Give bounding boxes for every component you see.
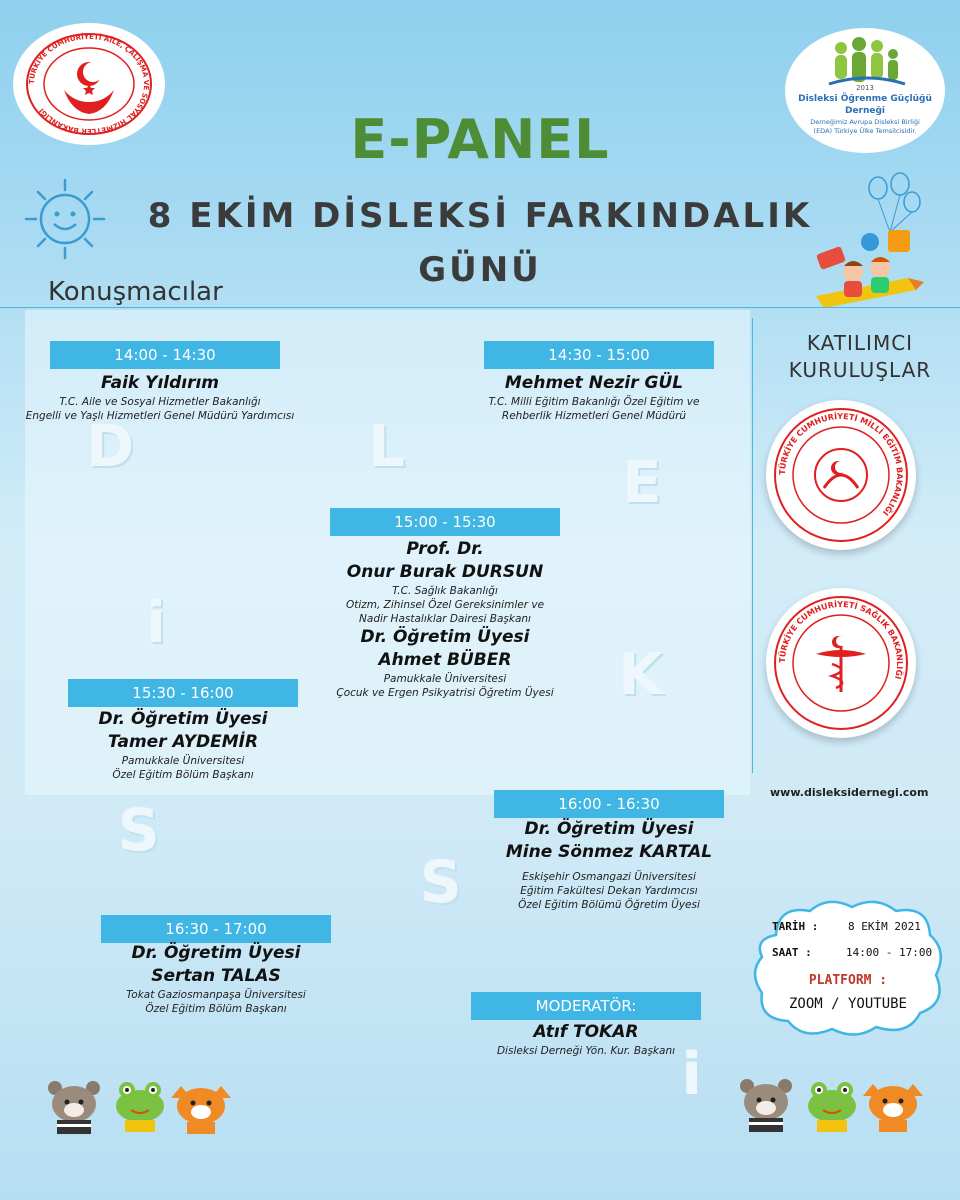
family-figures-icon	[827, 36, 907, 88]
header-divider	[0, 307, 960, 308]
participants-heading-line2: KURULUŞLAR	[788, 358, 932, 382]
speaker-name: Sertan TALAS	[151, 966, 281, 986]
animal-characters-right	[735, 1078, 925, 1136]
association-name-line1: Disleksi Öğrenme Güçlüğü	[798, 94, 932, 104]
association-desc-line2: (EDA) Türkiye Ülke Temsilcisidir.	[813, 127, 917, 135]
speaker-affiliation: T.C. Milli Eğitim Bakanlığı Özel Eğitim ve	[488, 396, 700, 408]
speaker-block-5	[464, 818, 754, 912]
family-ministry-ring-text: TÜRKİYE CUMHURİYETİ AİLE, ÇALIŞMA VE SOSYAL HİZMETLER BAKANLIĞI	[27, 32, 151, 136]
speaker-affiliation: Eğitim Fakültesi Dekan Yardımcısı	[520, 885, 698, 897]
moderator-affiliation: Disleksi Derneği Yön. Kur. Başkanı	[496, 1045, 676, 1057]
speaker-affiliation: Engelli ve Yaşlı Hizmetleri Genel Müdürü Yardımcısı	[25, 410, 295, 422]
speaker-affiliation: Otizm, Zihinsel Özel Gereksinimler ve	[345, 599, 545, 611]
decor-letter: E	[622, 448, 662, 516]
speaker-affiliation: Özel Eğitim Bölümü Öğretim Üyesi	[518, 899, 700, 911]
event-title: E-PANEL	[350, 108, 610, 171]
speaker-block-4	[38, 708, 328, 782]
speaker-block-3	[300, 538, 590, 700]
association-name-line2: Derneği	[844, 106, 886, 116]
time-slot-3: 15:00 - 15:30	[330, 508, 560, 536]
speaker-affiliation: Çocuk ve Ergen Psikyatrisi Öğretim Üyesi	[336, 687, 554, 699]
decor-letter: D	[86, 412, 135, 480]
speaker-affiliation: Özel Eğitim Bölüm Başkanı	[112, 769, 254, 781]
speaker-name: Dr. Öğretim Üyesi	[131, 943, 301, 963]
speaker-name: Mehmet Nezir GÜL	[504, 373, 684, 393]
speaker-block-1	[20, 372, 300, 423]
speaker-name: Dr. Öğretim Üyesi	[98, 709, 268, 729]
speaker-affiliation: Tokat Gaziosmanpaşa Üniversitesi	[126, 989, 306, 1001]
time-slot-1: 14:00 - 14:30	[50, 341, 280, 369]
platform-label: PLATFORM :	[808, 973, 888, 988]
association-year: 2013	[856, 84, 874, 92]
association-desc-line1: Derneğimiz Avrupa Disleksi Birliği	[810, 118, 920, 126]
event-subtitle-line1: 8 EKİM DİSLEKSİ FARKINDALIK	[147, 196, 813, 236]
column-divider	[752, 318, 753, 773]
moderator-name: Atıf TOKAR	[533, 1022, 639, 1042]
participants-heading-line1: KATILIMCI	[806, 331, 914, 355]
participants-heading	[760, 330, 960, 384]
speaker-name: Mine Sönmez KARTAL	[505, 842, 713, 862]
speaker-name: Dr. Öğretim Üyesi	[524, 819, 694, 839]
decor-letter: i	[146, 588, 166, 656]
speaker-affiliation: T.C. Aile ve Sosyal Hizmetler Bakanlığı	[59, 396, 261, 408]
kids-pencil-illustration	[808, 220, 926, 310]
health-ring-text: TÜRKİYE CUMHURİYETİ SAĞLIK BAKANLIĞI	[777, 599, 905, 681]
event-info-cloud	[748, 895, 948, 1040]
speaker-affiliation: Pamukkale Üniversitesi	[383, 673, 507, 685]
speaker-affiliation: Rehberlik Hizmetleri Genel Müdürü	[501, 410, 687, 422]
speaker-name: Ahmet BÜBER	[378, 650, 512, 670]
time-slot-4: 15:30 - 16:00	[68, 679, 298, 707]
moderator-label: MODERATÖR:	[471, 992, 701, 1020]
speakers-heading: Konuşmacılar	[48, 277, 223, 307]
time-slot-2: 14:30 - 15:00	[484, 341, 714, 369]
decor-letter: S	[420, 848, 462, 916]
meb-ring-text: TÜRKİYE CUMHURİYETİ MİLLİ EĞİTİM BAKANLIĞI	[777, 411, 905, 518]
speaker-affiliation: Eskişehir Osmangazi Üniversitesi	[522, 871, 696, 883]
speaker-affiliation: Pamukkale Üniversitesi	[121, 755, 245, 767]
speaker-name: Faik Yıldırım	[100, 373, 220, 393]
decor-letter: K	[618, 640, 663, 708]
event-subtitle-line2: GÜNÜ	[418, 250, 542, 290]
speaker-block-6	[71, 942, 361, 1016]
time-slot-5: 16:00 - 16:30	[494, 790, 724, 818]
website-link[interactable]: www.disleksidernegi.com	[770, 786, 929, 799]
date-label: TARİH :	[772, 920, 819, 933]
speaker-name: Dr. Öğretim Üyesi	[360, 627, 530, 647]
speaker-affiliation: Nadir Hastalıklar Dairesi Başkanı	[359, 613, 531, 625]
sun-doodle-icon	[18, 172, 113, 267]
animal-characters-left	[45, 1080, 235, 1135]
moderator-block	[436, 1021, 736, 1058]
speaker-name: Onur Burak DURSUN	[346, 562, 544, 582]
date-value: 8 EKİM 2021	[848, 920, 921, 933]
speaker-affiliation: Özel Eğitim Bölüm Başkanı	[145, 1003, 287, 1015]
platform-value: ZOOM / YOUTUBE	[788, 996, 907, 1012]
decor-letter: S	[118, 796, 160, 864]
health-ministry-seal	[766, 588, 916, 738]
speaker-block-2	[454, 372, 734, 423]
speaker-affiliation: T.C. Sağlık Bakanlığı	[392, 585, 498, 597]
speaker-name: Tamer AYDEMİR	[107, 732, 259, 752]
decor-letter: L	[368, 412, 405, 480]
meb-seal	[766, 400, 916, 550]
decor-letter: i	[682, 1040, 702, 1108]
time-value: 14:00 - 17:00	[846, 946, 933, 959]
time-label: SAAT :	[772, 946, 812, 959]
speaker-name: Prof. Dr.	[406, 539, 484, 559]
time-slot-6: 16:30 - 17:00	[101, 915, 331, 943]
